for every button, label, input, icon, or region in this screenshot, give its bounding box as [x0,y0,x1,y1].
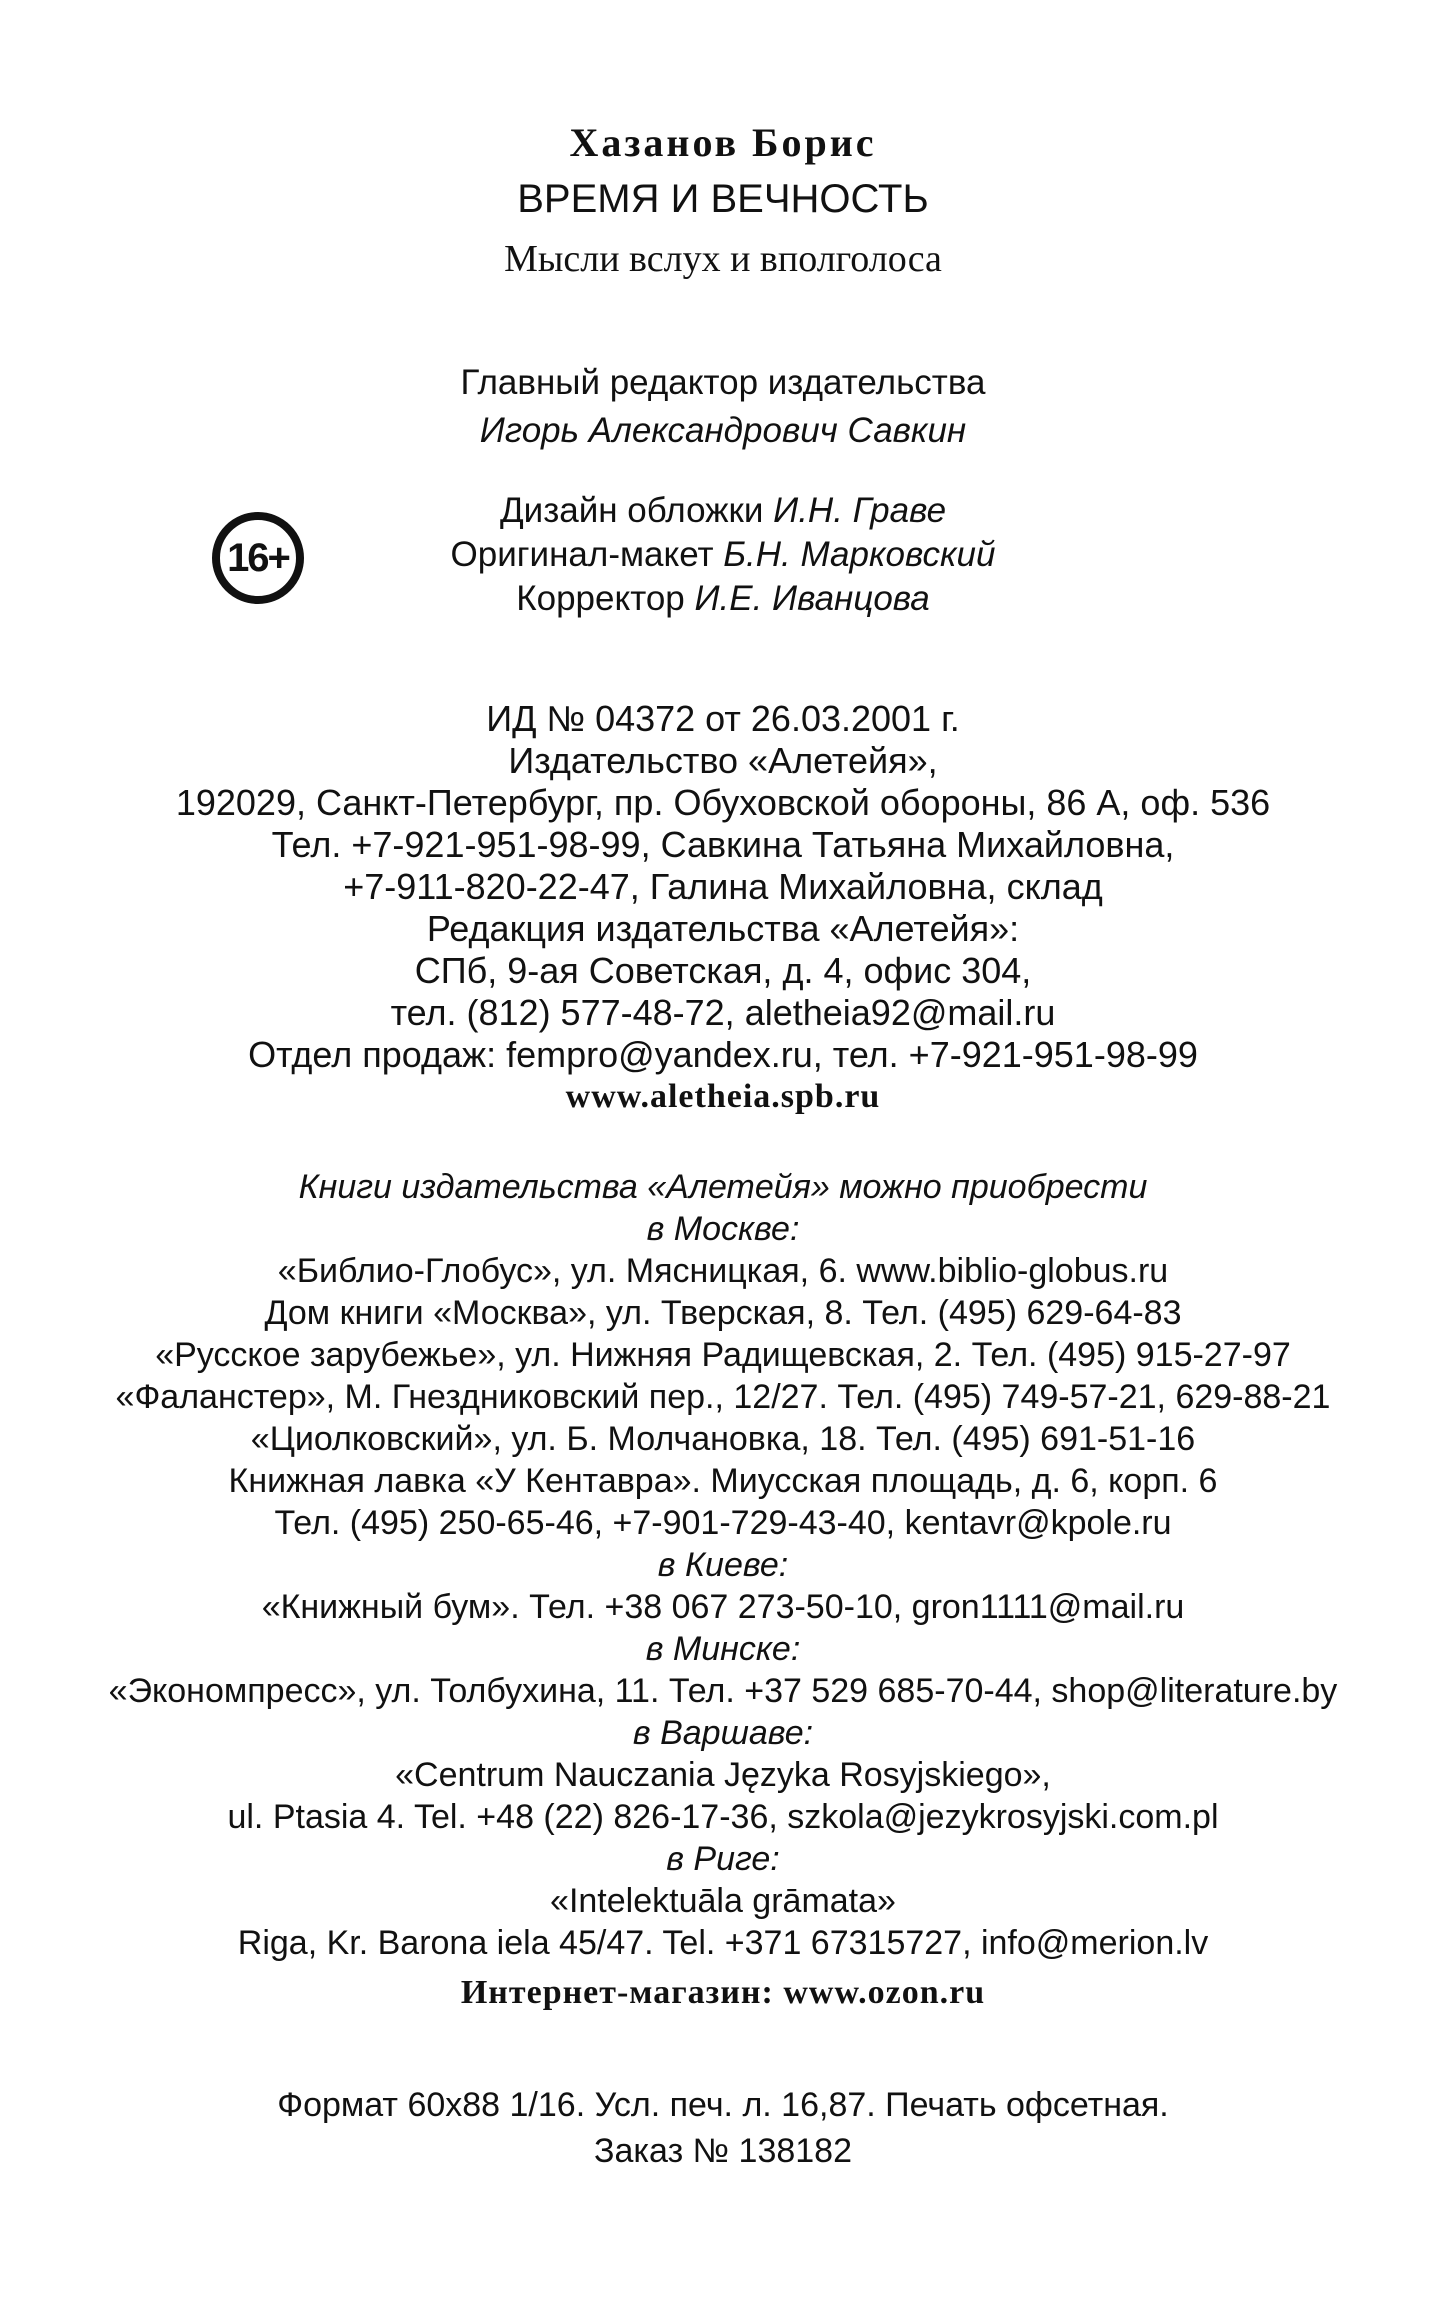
chief-editor-role: Главный редактор издательства [460,363,986,402]
store-line: «Экономпресс», ул. Толбухина, 11. Тел. +37 529 685-70-44, shop@literature.by [108,1672,1338,1710]
publisher-line: ИД № 04372 от 26.03.2001 г. [486,698,960,739]
order-number: Заказ № 138182 [593,2132,852,2170]
store-line: ul. Ptasia 4. Tel. +48 (22) 826-17-36, szkola@jezykrosyjski.com.pl [227,1798,1219,1836]
publisher-line: Издательство «Алетейя», [508,740,938,781]
cover-design-name: И.Н. Граве [773,491,947,530]
proofreader-credit [0,578,1446,620]
publisher-line: СПб, 9-ая Советская, д. 4, офис 304, [414,950,1032,991]
publisher-line: Редакция издательства «Алетейя»: [426,908,1020,949]
online-store-link[interactable]: Интернет-магазин: www.ozon.ru [460,1974,986,2011]
author-name: Хазанов Борис [569,120,877,165]
publisher-line: 192029, Санкт-Петербург, пр. Обуховской обороны, 86 А, оф. 536 [175,782,1271,823]
store-line: «Intelektuāla grāmata» [550,1882,896,1920]
store-line: «Centrum Nauczania Języka Rosyjskiego», [395,1756,1051,1794]
print-format: Формат 60x88 1/16. Усл. печ. л. 16,87. Печать офсетная. [277,2086,1169,2124]
city-heading-kiev: в Киеве: [657,1546,789,1584]
publisher-website-link[interactable]: www.aletheia.spb.ru [565,1078,881,1115]
publisher-line: Отдел продаж: fempro@yandex.ru, тел. +7-921-951-98-99 [248,1034,1198,1075]
stores-intro: Книги издательства «Алетейя» можно приобрести [298,1168,1148,1206]
age-rating-badge: 16+ [212,512,304,604]
book-title: ВРЕМЯ И ВЕЧНОСТЬ [517,177,929,221]
city-heading-minsk: в Минске: [645,1630,801,1668]
store-line: Книжная лавка «У Кентавра». Миусская площадь, д. 6, корп. 6 [228,1462,1218,1500]
store-line: «Библио-Глобус», ул. Мясницкая, 6. www.biblio-globus.ru [277,1252,1169,1290]
chief-editor-name: Игорь Александрович Савкин [479,411,967,450]
layout-name: Б.Н. Марковский [723,535,996,574]
store-line: «Циолковский», ул. Б. Молчановка, 18. Тел. (495) 691-51-16 [250,1420,1196,1458]
store-line: Riga, Kr. Barona iela 45/47. Tel. +371 67315727, info@merion.lv [237,1924,1209,1962]
cover-design-credit [0,490,1446,532]
store-line: Дом книги «Москва», ул. Тверская, 8. Тел. (495) 629-64-83 [264,1294,1182,1332]
proofreader-name: И.Е. Иванцова [694,579,930,618]
publisher-line: +7-911-820-22-47, Галина Михайловна, склад [343,866,1103,907]
proofreader-role: Корректор [516,579,685,618]
store-line: «Фаланстер», М. Гнездниковский пер., 12/27. Тел. (495) 749-57-21, 629-88-21 [115,1378,1331,1416]
book-subtitle: Мысли вслух и вполголоса [504,238,942,280]
city-heading-riga: в Риге: [666,1840,780,1878]
city-heading-warsaw: в Варшаве: [632,1714,814,1752]
publisher-line: тел. (812) 577-48-72, aletheia92@mail.ru [390,992,1056,1033]
cover-design-role: Дизайн обложки [499,491,764,530]
store-line: «Русское зарубежье», ул. Нижняя Радищевская, 2. Тел. (495) 915-27-97 [155,1336,1291,1374]
city-heading-moscow: в Москве: [646,1210,800,1248]
layout-role: Оригинал-макет [450,535,714,574]
store-line: Тел. (495) 250-65-46, +7-901-729-43-40, kentavr@kpole.ru [274,1504,1172,1542]
store-line: «Книжный бум». Тел. +38 067 273-50-10, gron1111@mail.ru [261,1588,1185,1626]
publisher-line: Тел. +7-921-951-98-99, Савкина Татьяна Михайловна, [271,824,1175,865]
